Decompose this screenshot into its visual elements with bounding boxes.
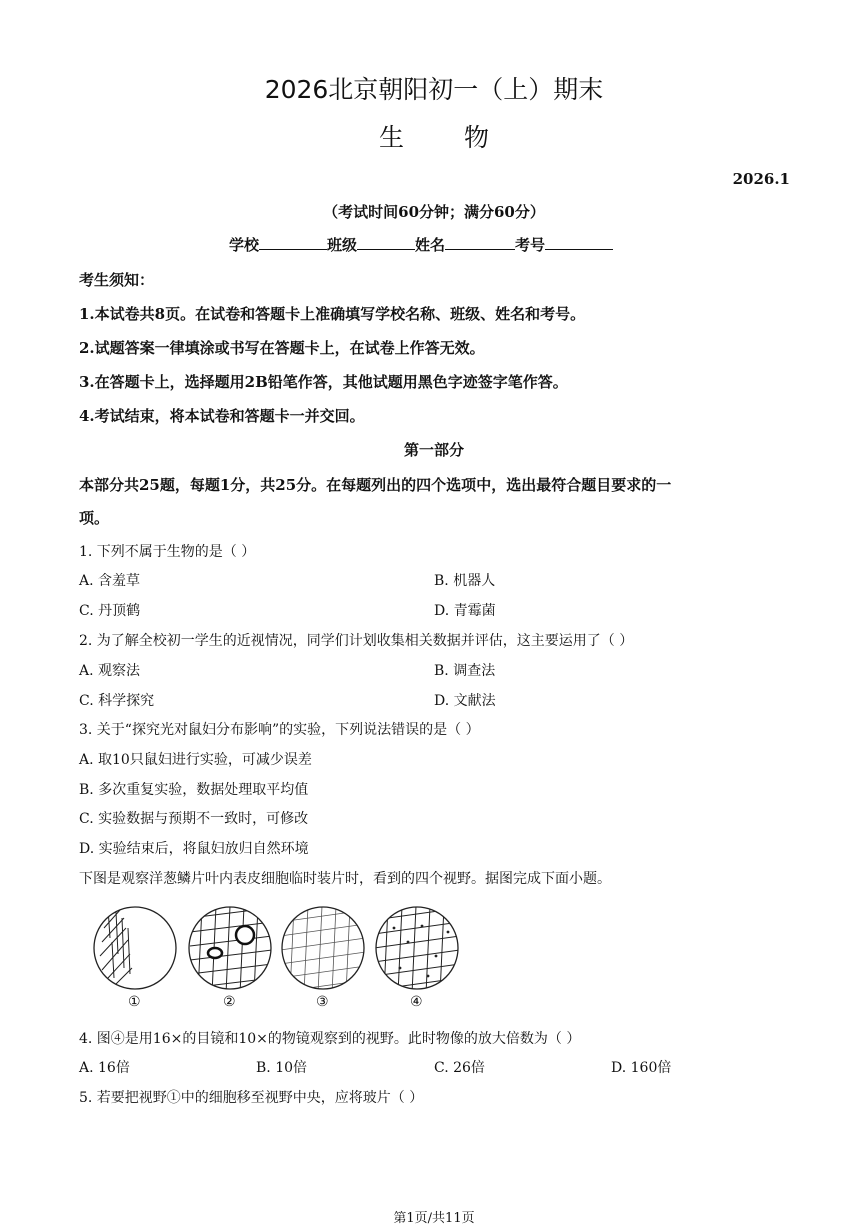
option-c: C. 实验数据与预期不一致时，可修改 (79, 811, 309, 827)
question-stem: 3. 关于“探究光对鼠妇分布影响”的实验，下列说法错误的是（ ） (79, 722, 480, 738)
notice-item: 4.考试结束，将本试卷和答题卡一并交回。 (79, 407, 365, 425)
exam-info: （考试时间60分钟；满分60分） (323, 203, 545, 221)
student-fields (229, 234, 613, 255)
option-a: A. 含羞草 (79, 573, 141, 589)
option-b: B. 调查法 (434, 663, 496, 679)
question-stem: 4. 图④是用16×的目镜和10×的物镜观察到的视野。此时物像的放大倍数为（ ） (79, 1031, 581, 1047)
part-description: 本部分共25题，每题1分，共25分。在每题列出的四个选项中，选出最符合题目要求的一 (79, 476, 672, 494)
option-a: A. 观察法 (79, 663, 141, 679)
option-c: C. 26倍 (434, 1060, 485, 1076)
page-footer: 第1页/共11页 (393, 1211, 475, 1226)
option-d: D. 文献法 (434, 693, 496, 709)
option-b: B. 10倍 (256, 1060, 308, 1076)
name-blank (445, 235, 515, 250)
question-stem: 1. 下列不属于生物的是（ ） (79, 544, 256, 560)
option-c: C. 丹顶鹤 (79, 603, 141, 619)
view-1-circle (94, 907, 176, 989)
school-blank (259, 235, 327, 250)
notice-item: 1.本试卷共8页。在试卷和答题卡上准确填写学校名称、班级、姓名和考号。 (79, 305, 586, 323)
view-1-field (100, 906, 132, 984)
exam-no-label: 考号 (515, 236, 546, 254)
option-d: D. 青霉菌 (434, 603, 496, 619)
name-label: 姓名 (415, 236, 446, 254)
exam-no-blank (545, 235, 613, 250)
figure-label-4: ④ (410, 994, 423, 1010)
figure-label-3: ③ (316, 994, 329, 1010)
figure-label-1: ① (128, 994, 141, 1010)
figure-intro: 下图是观察洋葱鳞片叶内表皮细胞临时装片时，看到的四个视野。据图完成下面小题。 (79, 871, 611, 887)
class-blank (357, 235, 415, 250)
option-a: A. 16倍 (79, 1060, 130, 1076)
school-label: 学校 (229, 236, 260, 254)
subject-title: 生物 (378, 123, 549, 152)
view-4-circle (376, 907, 458, 989)
question-stem: 5. 若要把视野①中的细胞移至视野中央，应将玻片（ ） (79, 1090, 424, 1106)
option-c: C. 科学探究 (79, 693, 155, 709)
page-title: 2026北京朝阳初一（上）期末 (264, 75, 604, 104)
option-d: D. 实验结束后，将鼠妇放归自然环境 (79, 841, 309, 857)
notice-item: 2.试题答案一律填涂或书写在答题卡上，在试卷上作答无效。 (79, 339, 485, 357)
view-4-field (374, 906, 460, 994)
notice-item: 3.在答题卡上，选择题用2B铅笔作答，其他试题用黑色字迹签字笔作答。 (79, 373, 568, 391)
notice-heading: 考生须知： (79, 271, 155, 289)
air-bubble (208, 948, 222, 958)
option-a: A. 取10只鼠妇进行实验，可减少误差 (79, 752, 312, 768)
air-bubble (236, 926, 254, 944)
part-heading: 第一部分 (403, 441, 464, 459)
microscope-views-figure (90, 898, 490, 1018)
option-b: B. 多次重复实验，数据处理取平均值 (79, 782, 309, 798)
option-b: B. 机器人 (434, 573, 496, 589)
view-3-field (280, 906, 366, 994)
option-d: D. 160倍 (611, 1060, 672, 1076)
microscope-views-svg (90, 898, 490, 998)
exam-date: 2026.1 (732, 170, 790, 188)
part-description-cont: 项。 (79, 509, 110, 527)
class-label: 班级 (327, 236, 358, 254)
figure-label-2: ② (223, 994, 236, 1010)
view-2-circle (189, 907, 271, 989)
question-stem: 2. 为了解全校初一学生的近视情况，同学们计划收集相关数据并评估，这主要运用了（ ） (79, 633, 634, 649)
